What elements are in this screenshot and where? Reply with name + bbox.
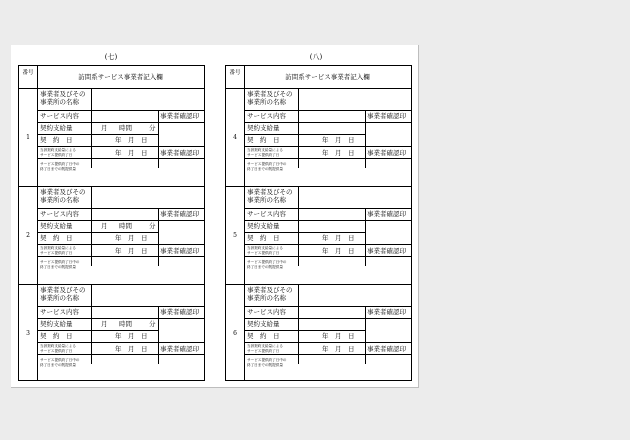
remaining-note-2: 終了日までの既提供量 [40,167,76,171]
end-date-note-1: 当該契約支給量による [247,148,283,152]
entry-block [19,88,204,186]
service-content-label: サービス内容 [40,308,79,316]
amount-minutes: 分 [149,222,156,230]
contract-amount-label: 契約支給量 [247,124,280,132]
office-name-label-1: 事業者及びその [247,90,293,98]
amount-minutes: 分 [149,124,156,132]
end-date-value: 年 月 日 [115,247,148,255]
form-table-left [18,65,205,381]
amount-hours: 時間 [119,124,132,132]
end-date-note-2: サービス提供終了日 [40,153,73,157]
remaining-note-1: サービス提供終了日中の [247,260,287,264]
contract-date-value: 年 月 日 [115,332,148,340]
remaining-note-2: 終了日までの既提供量 [40,265,76,269]
end-date-note-2: サービス提供終了日 [40,349,73,353]
seal-label-1: 事業者確認印 [367,210,406,218]
remaining-note-2: 終了日までの既提供量 [247,265,283,269]
seal-label-1: 事業者確認印 [160,112,199,120]
header-number: 番号 [229,70,241,76]
office-name-label-2: 事業所の名称 [247,196,286,204]
office-name-label-2: 事業所の名称 [247,294,286,302]
seal-label-1: 事業者確認印 [367,308,406,316]
entry-block [226,284,411,382]
end-date-note-2: サービス提供終了日 [247,251,280,255]
amount-month: 月 [101,222,108,230]
amount-month: 月 [101,124,108,132]
contract-date-label: 契 約 日 [40,136,73,144]
end-date-value: 年 月 日 [115,345,148,353]
entry-number: 1 [26,133,30,141]
end-date-note-1: 当該契約支給量による [40,148,76,152]
end-date-note-1: 当該契約支給量による [40,246,76,250]
contract-date-value: 年 月 日 [322,234,355,242]
contract-amount-label: 契約支給量 [40,222,73,230]
office-name-label-1: 事業者及びその [40,188,86,196]
end-date-note-1: 当該契約支給量による [247,246,283,250]
remaining-note-2: 終了日までの既提供量 [40,363,76,367]
office-name-label-2: 事業所の名称 [247,98,286,106]
end-date-value: 年 月 日 [115,149,148,157]
seal-label-1: 事業者確認印 [367,112,406,120]
end-date-note-1: 当該契約支給量による [40,344,76,348]
office-name-label-1: 事業者及びその [247,188,293,196]
contract-amount-label: 契約支給量 [40,320,73,328]
remaining-note-1: サービス提供終了日中の [40,358,80,362]
remaining-note-2: 終了日までの既提供量 [247,363,283,367]
seal-label-2: 事業者確認印 [160,345,199,353]
amount-hours: 時間 [119,320,132,328]
office-name-label-1: 事業者及びその [247,286,293,294]
entry-number: 6 [233,329,237,337]
header-number: 番号 [22,70,34,76]
amount-month: 月 [101,320,108,328]
entry-number: 2 [26,231,30,239]
entry-block [19,284,204,382]
service-content-label: サービス内容 [247,112,286,120]
amount-hours: 時間 [119,222,132,230]
entry-block [226,88,411,186]
end-date-value: 年 月 日 [322,149,355,157]
contract-date-value: 年 月 日 [115,136,148,144]
contract-date-label: 契 約 日 [247,234,280,242]
office-name-label-1: 事業者及びその [40,286,86,294]
service-content-label: サービス内容 [247,308,286,316]
seal-label-2: 事業者確認印 [160,149,199,157]
service-content-label: サービス内容 [40,112,79,120]
end-date-note-2: サービス提供終了日 [247,153,280,157]
contract-amount-label: 契約支給量 [40,124,73,132]
entry-block [226,186,411,284]
seal-label-1: 事業者確認印 [160,308,199,316]
form-table-right [225,65,412,381]
service-content-label: サービス内容 [247,210,286,218]
service-content-label: サービス内容 [40,210,79,218]
entry-number: 5 [233,231,237,239]
contract-amount-label: 契約支給量 [247,320,280,328]
header-title: 訪問系サービス事業者記入欄 [285,73,370,81]
remaining-note-1: サービス提供終了日中の [40,260,80,264]
entry-block [19,186,204,284]
remaining-note-1: サービス提供終了日中の [247,162,287,166]
remaining-note-1: サービス提供終了日中の [40,162,80,166]
contract-date-value: 年 月 日 [322,332,355,340]
amount-minutes: 分 [149,320,156,328]
seal-label-2: 事業者確認印 [367,149,406,157]
seal-label-1: 事業者確認印 [160,210,199,218]
office-name-label-2: 事業所の名称 [40,196,79,204]
office-name-label-2: 事業所の名称 [40,98,79,106]
page-label-8: (八) [309,53,323,61]
remaining-note-2: 終了日までの既提供量 [247,167,283,171]
seal-label-2: 事業者確認印 [367,345,406,353]
end-date-note-2: サービス提供終了日 [40,251,73,255]
seal-label-2: 事業者確認印 [160,247,199,255]
contract-amount-label: 契約支給量 [247,222,280,230]
end-date-value: 年 月 日 [322,345,355,353]
end-date-value: 年 月 日 [322,247,355,255]
header-title: 訪問系サービス事業者記入欄 [78,73,163,81]
office-name-label-2: 事業所の名称 [40,294,79,302]
end-date-note-1: 当該契約支給量による [247,344,283,348]
end-date-note-2: サービス提供終了日 [247,349,280,353]
contract-date-value: 年 月 日 [115,234,148,242]
contract-date-label: 契 約 日 [40,332,73,340]
contract-date-label: 契 約 日 [247,332,280,340]
contract-date-label: 契 約 日 [247,136,280,144]
page-label-7: (七) [104,53,118,61]
entry-number: 3 [26,329,30,337]
office-name-label-1: 事業者及びその [40,90,86,98]
seal-label-2: 事業者確認印 [367,247,406,255]
entry-number: 4 [233,133,237,141]
contract-date-label: 契 約 日 [40,234,73,242]
contract-date-value: 年 月 日 [322,136,355,144]
remaining-note-1: サービス提供終了日中の [247,358,287,362]
